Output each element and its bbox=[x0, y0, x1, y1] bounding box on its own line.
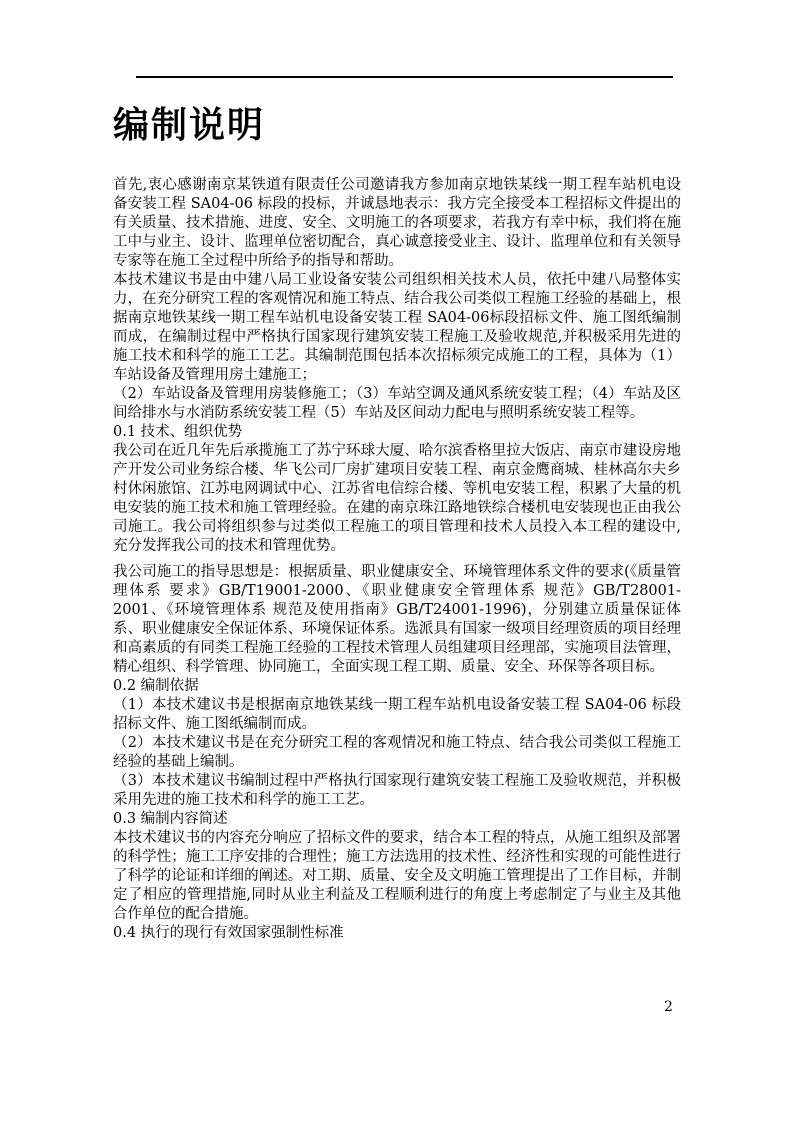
paragraph-basis-item-1: （1）本技术建议书是根据南京地铁某线一期工程车站机电设备安装工程 SA04-06 标段招标文件、施工图纸编制而成。 bbox=[113, 697, 681, 732]
section-heading-0-1: 0.1 技术、组织优势 bbox=[113, 424, 243, 440]
document-body bbox=[113, 176, 681, 943]
document-title: 编制说明 bbox=[113, 105, 266, 146]
paragraph-scope-items: （2）车站设备及管理用房装修施工；（3）车站空调及通风系统安装工程；（4）车站及区间给排水与水消防系统安装工程（5）车站及区间动力配电与照明系统安装工程等。 bbox=[113, 386, 681, 421]
paragraph-proposal-basis: 本技术建议书是由中建八局工业设备安装公司组织相关技术人员，依托中建八局整体实力，在充分研究工程的客观情况和施工特点、结合我公司类似工程施工经验的基础上，根据南京地铁某线一期工程车站机电设备安装工程 SA04-06标段招标文件、施工图纸编制而成，在编制过程中严格执行国家现行建筑安装工程施工及验收规范,并积极采用先进的施工技术和科学的施工工艺。其编制范围包括本次招标须完成施工的工程，具体为（1）车站设备及管理用房土建施工； bbox=[113, 272, 681, 383]
paragraph-company-experience: 我公司在近几年先后承揽施工了苏宁环球大厦、哈尔滨香格里拉大饭店、南京市建设房地产开发公司业务综合楼、华飞公司厂房扩建项目安装工程、南京金鹰商城、桂林高尔夫乡村休闲旅馆、江苏电网调试中心、江苏省电信综合楼、等机电安装工程，积累了大量的机电安装的施工技术和施工管理经验。在建的南京珠江路地铁综合楼机电安装现也正由我公司施工。我公司将组织参与过类似工程施工的项目管理和技术人员投入本工程的建设中,充分发挥我公司的技术和管理优势。 bbox=[113, 443, 681, 554]
paragraph-guiding-principles: 我公司施工的指导思想是：根据质量、职业健康安全、环境管理体系文件的要求(《质量管理体系 要求》GB/T19001-2000、《职业健康安全管理体系 规范》GB/T28001-2001、《环境管理体系 规范及使用指南》GB/T24001-1996)，分别建立质量保证体系、职业健康安全保证体系、环境保证体系。选派具有国家一级项目经理资质的项目经理和高素质的有同类工程施工经验的工程技术管理人员组建项目经理部，实施项目法管理，精心组织、科学管理、协同施工，全面实现工程工期、质量、安全、环保等各项目标。 bbox=[113, 564, 681, 675]
header-rule bbox=[136, 76, 673, 78]
paragraph-content-summary: 本技术建议书的内容充分响应了招标文件的要求，结合本工程的特点，从施工组织及部署的科学性；施工工序安排的合理性；施工方法选用的技术性、经济性和实现的可能性进行了科学的论证和详细的阐述。对工期、质量、安全及文明施工管理提出了工作目标，并制定了相应的管理措施,同时从业主利益及工程顺利进行的角度上考虑制定了与业主及其他合作单位的配合措施。 bbox=[113, 830, 681, 922]
paragraph-basis-item-2: （2）本技术建议书是在充分研究工程的客观情况和施工特点、结合我公司类似工程施工经验的基础上编制。 bbox=[113, 735, 681, 770]
page-number: 2 bbox=[664, 999, 673, 1015]
section-heading-0-3: 0.3 编制内容简述 bbox=[113, 811, 228, 827]
section-heading-0-2: 0.2 编制依据 bbox=[113, 678, 199, 694]
paragraph-intro-thanks: 首先,衷心感谢南京某铁道有限责任公司邀请我方参加南京地铁某线一期工程车站机电设备安装工程 SA04-06 标段的投标，并诚恳地表示：我方完全接受本工程招标文件提出的有关质量、技术措施、进度、安全、文明施工的各项要求，若我方有幸中标，我们将在施工中与业主、设计、监理单位密切配合，真心诚意接受业主、设计、监理单位和有关领导专家等在施工全过程中所给予的指导和帮助。 bbox=[113, 177, 681, 269]
paragraph-basis-item-3: （3）本技术建议书编制过程中严格执行国家现行建筑安装工程施工及验收规范，并积极采用先进的施工技术和科学的施工工艺。 bbox=[113, 773, 681, 808]
section-heading-0-4: 0.4 执行的现行有效国家强制性标准 bbox=[113, 925, 344, 941]
